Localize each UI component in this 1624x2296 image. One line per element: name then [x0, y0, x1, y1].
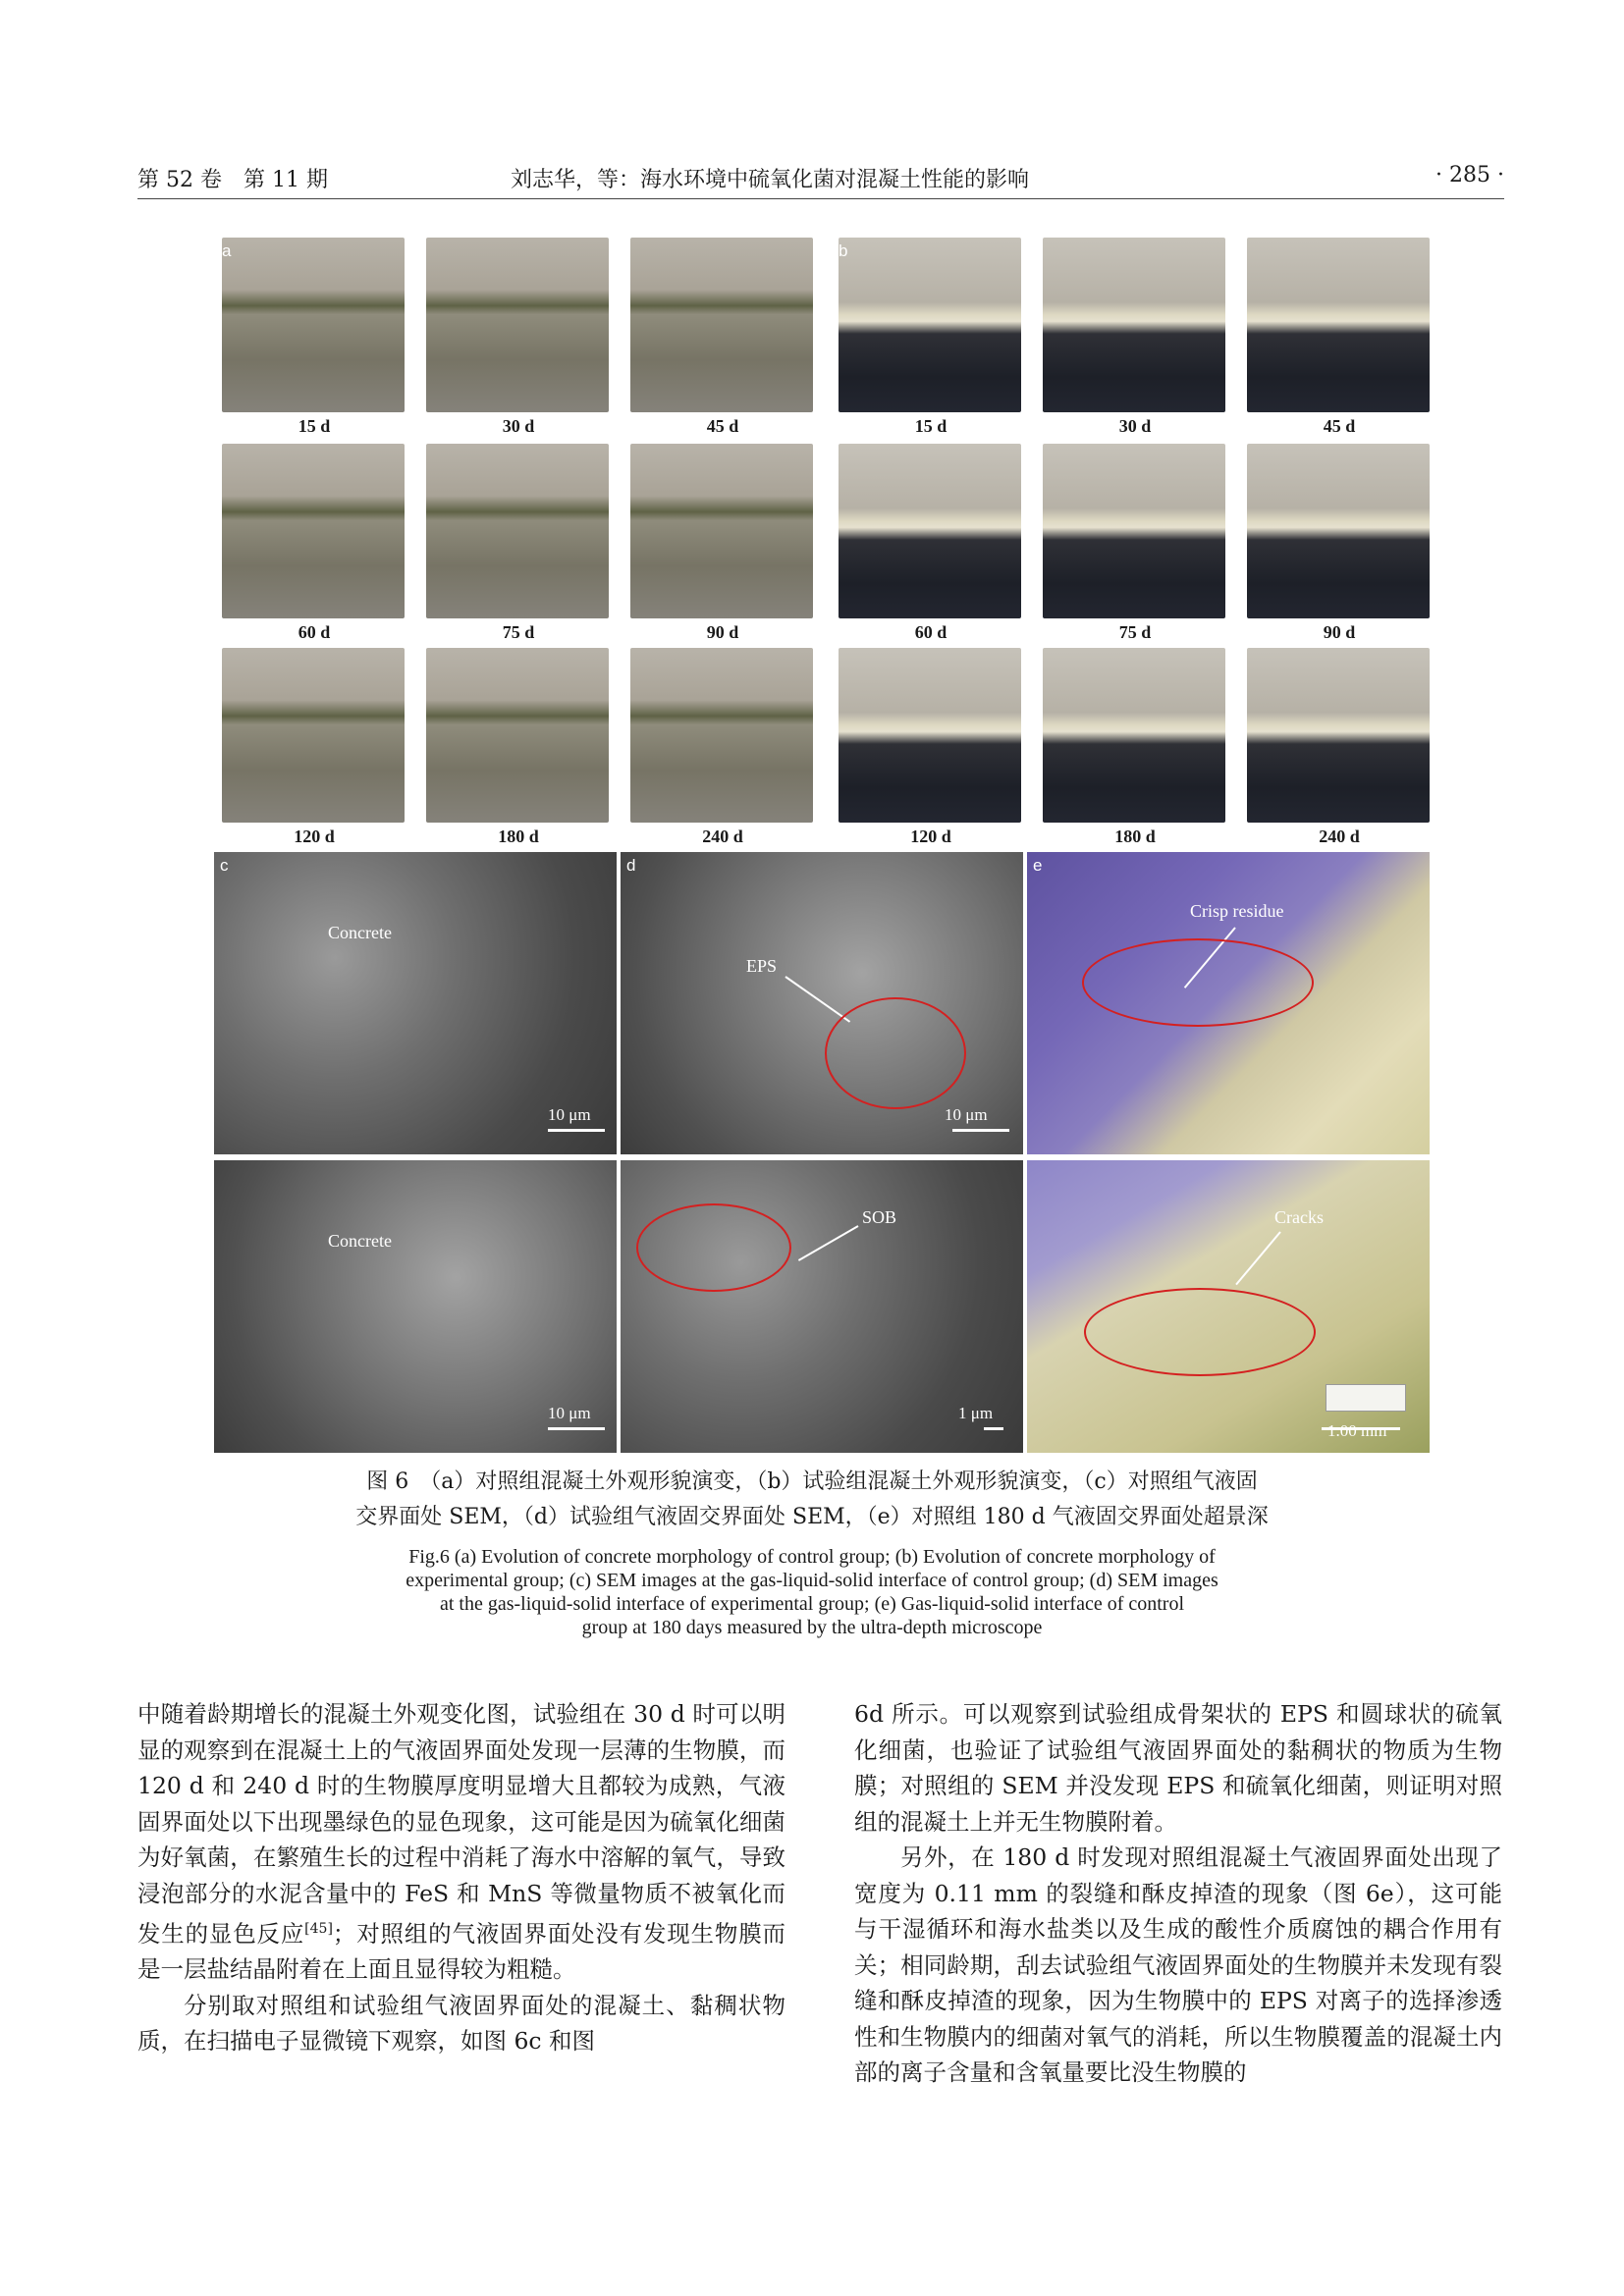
photo-control-60d: [216, 444, 412, 620]
cracks-annotation: Cracks: [1274, 1207, 1324, 1227]
photo-label: 120 d: [294, 827, 335, 846]
photo-control-75d: [420, 444, 617, 620]
arrow-icon: [1235, 1231, 1281, 1285]
sem-exp-top: [621, 852, 1023, 1154]
photo-exp-120d: [833, 648, 1029, 825]
micro-control-top: [1027, 852, 1430, 1154]
scale-label: 10 μm: [548, 1404, 591, 1422]
paragraph: 分别取对照组和试验组气液固界面处的混凝土、黏稠状物质，在扫描电子显微镜下观察，如图 6c 和图: [137, 1991, 785, 2056]
scale-label: 1 μm: [958, 1404, 994, 1422]
concrete-block: [222, 238, 405, 412]
photo-label: 45 d: [1323, 416, 1356, 436]
sem-exp-bottom: [621, 1160, 1023, 1453]
photo-label: 60 d: [914, 622, 947, 642]
photo-exp-180d: [1037, 648, 1233, 825]
highlight-ellipse: [825, 997, 966, 1109]
concrete-block: [839, 444, 1021, 618]
scale-label: 10 μm: [548, 1105, 591, 1124]
arrow-icon: [798, 1225, 859, 1261]
concrete-block: [630, 238, 813, 412]
photo-label: 45 d: [706, 416, 739, 436]
concrete-block: [839, 648, 1021, 823]
photo-control-180d: [420, 648, 617, 825]
running-title: 刘志华，等：海水环境中硫氧化菌对混凝土性能的影响: [511, 168, 1030, 192]
measurement-table: [1326, 1384, 1406, 1412]
scale-label: 1.00 mm: [1327, 1421, 1387, 1440]
concrete-block: [1247, 238, 1430, 412]
paragraph: [137, 1696, 785, 1988]
panel-b-letter: b: [839, 241, 848, 260]
concrete-block: [839, 238, 1021, 412]
crisp-residue-annotation: Crisp residue: [1190, 901, 1284, 921]
photo-label: 240 d: [1319, 827, 1360, 846]
eps-annotation: EPS: [746, 956, 778, 976]
concrete-block: [426, 238, 609, 412]
caption-cn-line: 图 6 （a）对照组混凝土外观形貌演变，（b）试验组混凝土外观形貌演变，（c）对照组气液固: [366, 1469, 1258, 1494]
photo-label: 180 d: [1114, 827, 1156, 846]
right-column: [854, 1696, 1502, 2091]
caption-en-line: group at 180 days measured by the ultra-depth microscope: [581, 1617, 1043, 1638]
paragraph-text: ；对照组的气液固界面处没有发现生物膜而是一层盐结晶附着在上面且显得较为粗糙。: [137, 1919, 786, 1984]
caption-en-line: Fig.6 (a) Evolution of concrete morphology of control group; (b) Evolution of concrete morphology of: [408, 1546, 1216, 1568]
photo-label: 180 d: [498, 827, 539, 846]
photo-control-45d: [624, 238, 821, 414]
photo-control-90d: [624, 444, 821, 620]
caption-cn-line: 交界面处 SEM，（d）试验组气液固交界面处 SEM，（e）对照组 180 d 气液固交界面处超景深: [355, 1505, 1269, 1529]
concrete-annotation: Concrete: [328, 923, 392, 942]
photo-label: 75 d: [1118, 622, 1152, 642]
scale-bar: [548, 1129, 605, 1132]
left-column: [137, 1696, 785, 2059]
photo-exp-90d: [1241, 444, 1437, 620]
panel-d-letter: d: [626, 856, 636, 875]
scale-bar: [952, 1129, 1009, 1132]
header-rule: [137, 198, 1504, 199]
paragraph: 另外，在 180 d 时发现对照组混凝土气液固界面处出现了宽度为 0.11 mm 的裂缝和酥皮掉渣的现象（图 6e），这可能与干湿循环和海水盐类以及生成的酸性介质腐蚀的耦合作用有关；相同龄期，刮去试验组气液固界面处的生物膜并未发现有裂缝和酥皮掉渣的现象，因为生物膜中的 EPS 对离子的选择渗透性和生物膜内的细菌对氧气的消耗，所以生物膜覆盖的混凝土内部的离子含量和含氧量要比没生物膜的: [854, 1843, 1502, 2086]
photo-label: 90 d: [1323, 622, 1356, 642]
highlight-ellipse: [1082, 938, 1314, 1027]
sob-annotation: SOB: [862, 1207, 897, 1227]
panel-e-letter: e: [1033, 856, 1043, 875]
concrete-block: [426, 444, 609, 618]
concrete-block: [222, 648, 405, 823]
concrete-block: [1247, 444, 1430, 618]
photo-label: 240 d: [702, 827, 743, 846]
page-number: · 285 ·: [1435, 163, 1504, 187]
photo-label: 60 d: [298, 622, 331, 642]
concrete-block: [1043, 444, 1225, 618]
photo-control-30d: [420, 238, 617, 414]
photo-exp-75d: [1037, 444, 1233, 620]
highlight-ellipse: [1084, 1288, 1316, 1376]
photo-exp-30d: [1037, 238, 1233, 414]
concrete-block: [426, 648, 609, 823]
citation: [45]: [304, 1921, 333, 1937]
paragraph-text: 中随着龄期增长的混凝土外观变化图，试验组在 30 d 时可以明显的观察到在混凝土上的气液固界面处发现一层薄的生物膜，而 120 d 和 240 d 时的生物膜厚度明显增大且都较为成熟，气液固界面处以下出现墨绿色的显色现象，这可能是因为硫氧化细菌为好氧菌，在繁殖生长的过程中消耗了海水中溶解的氧气，导致浸泡部分的水泥含量中的 FeS 和 MnS 等微量物质不被氧化而发生的显色反应: [137, 1700, 785, 1948]
scale-bar: [984, 1427, 1003, 1430]
panel-a-letter: a: [222, 241, 232, 260]
photo-control-240d: [624, 648, 821, 825]
photo-label: 90 d: [706, 622, 739, 642]
journal-volume-issue: 第 52 卷 第 11 期: [137, 168, 328, 192]
concrete-block: [630, 648, 813, 823]
caption-en-line: at the gas-liquid-solid interface of experimental group; (e) Gas-liquid-solid interface of control: [439, 1593, 1185, 1615]
caption-en-line: experimental group; (c) SEM images at the gas-liquid-solid interface of control group; (d) SEM images: [406, 1570, 1218, 1591]
sem-control-top: [214, 852, 617, 1154]
micro-control-bottom: [1027, 1160, 1430, 1453]
photo-label: 75 d: [502, 622, 535, 642]
paragraph: 6d 所示。可以观察到试验组成骨架状的 EPS 和圆球状的硫氧化细菌，也验证了试验组气液固界面处的黏稠状的物质为生物膜；对照组的 SEM 并没发现 EPS 和硫氧化细菌，则证明对照组的混凝土上并无生物膜附着。: [854, 1700, 1502, 1836]
photo-exp-60d: [833, 444, 1029, 620]
concrete-annotation: Concrete: [328, 1231, 392, 1251]
photo-control-120d: [216, 648, 412, 825]
running-header: [137, 159, 1504, 198]
concrete-block: [1043, 648, 1225, 823]
photo-label: 30 d: [502, 416, 535, 436]
photo-exp-240d: [1241, 648, 1437, 825]
concrete-block: [1043, 238, 1225, 412]
photo-control-15d: [216, 238, 412, 414]
photo-exp-45d: [1241, 238, 1437, 414]
concrete-block: [630, 444, 813, 618]
panel-c-letter: c: [220, 856, 229, 875]
concrete-block: [1247, 648, 1430, 823]
sem-control-bottom: [214, 1160, 617, 1453]
concrete-block: [222, 444, 405, 618]
scale-label: 10 μm: [945, 1105, 988, 1124]
photo-label: 15 d: [298, 416, 331, 436]
arrow-icon: [785, 976, 850, 1023]
highlight-ellipse: [636, 1203, 791, 1292]
scale-bar: [548, 1427, 605, 1430]
photo-label: 120 d: [910, 827, 951, 846]
photo-label: 30 d: [1118, 416, 1152, 436]
photo-exp-15d: [833, 238, 1029, 414]
photo-label: 15 d: [914, 416, 947, 436]
